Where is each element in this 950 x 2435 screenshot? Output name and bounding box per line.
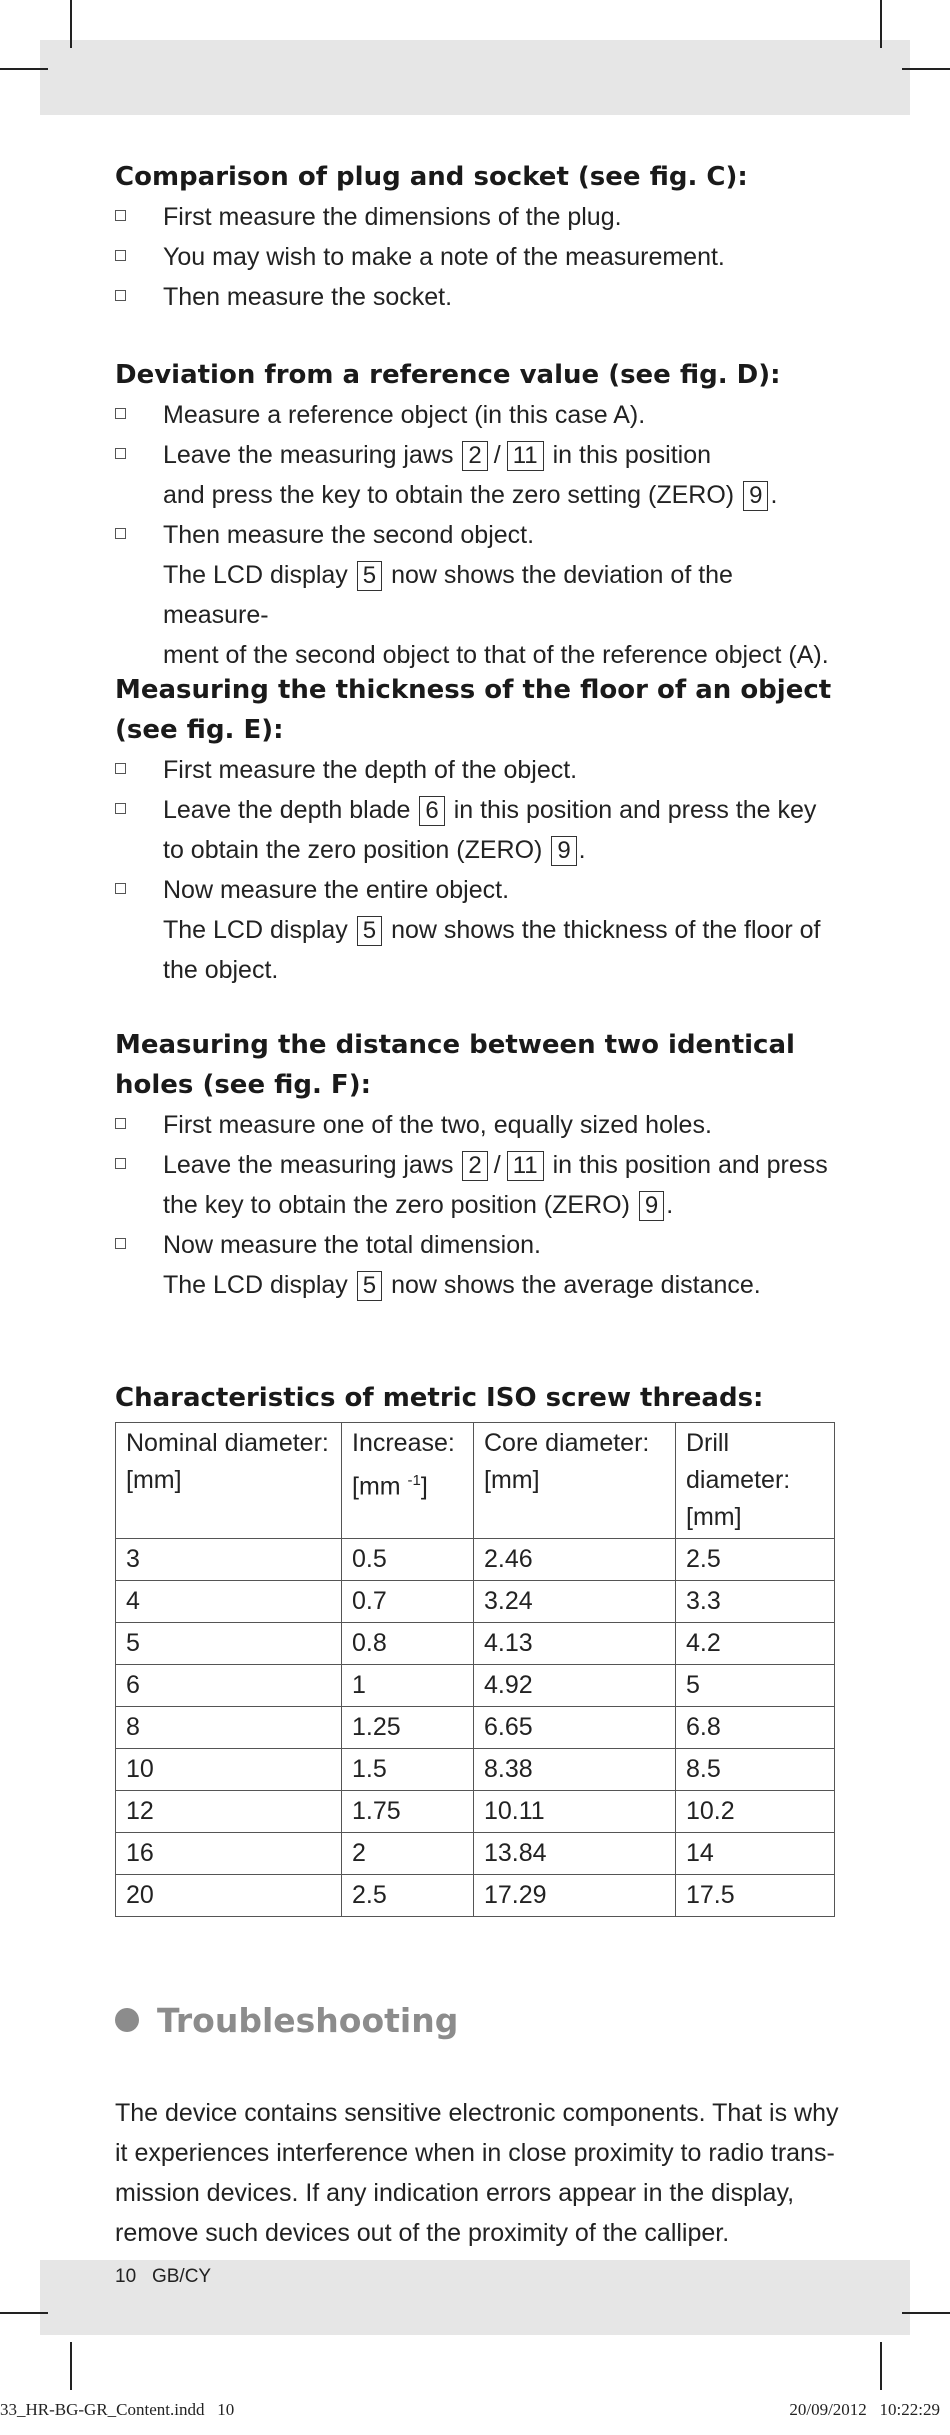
paragraph-line: it experiences interference when in close proximity to radio trans- <box>115 2139 835 2167</box>
checkbox-bullet-icon <box>115 210 126 221</box>
table-cell: 8.5 <box>676 1749 835 1791</box>
checkbox-bullet-icon <box>115 408 126 419</box>
item-text: . <box>578 836 586 864</box>
table-cell: 1.75 <box>342 1791 474 1833</box>
table-cell: 10 <box>116 1749 342 1791</box>
list-item <box>115 515 835 675</box>
list-item <box>115 1225 835 1305</box>
item-line <box>163 830 835 870</box>
list-item <box>115 750 835 790</box>
item-text: . <box>770 481 778 509</box>
heading-line: (see fig. E): <box>115 715 284 745</box>
table-row <box>116 1833 835 1875</box>
header-text: diameter: <box>686 1466 791 1494</box>
part-ref-9: 9 <box>551 836 576 866</box>
paragraph-line: mission devices. If any indication errors appear in the display, <box>115 2179 795 2207</box>
item-text: and press the key to obtain the zero setting (ZERO) <box>163 481 735 509</box>
item-text: Measure a reference object (in this case A). <box>163 401 646 429</box>
ref-separator: / <box>493 1151 501 1179</box>
table-cell: 2.46 <box>474 1539 676 1581</box>
list-item <box>115 197 835 237</box>
item-text: The LCD display <box>163 561 348 589</box>
crop-mark <box>902 2312 950 2314</box>
table-cell: 3.3 <box>676 1581 835 1623</box>
list-item <box>115 1145 835 1225</box>
table-cell: 13.84 <box>474 1833 676 1875</box>
table-cell: 5 <box>116 1623 342 1665</box>
table-cell: 4.92 <box>474 1665 676 1707</box>
checkbox-bullet-icon <box>115 883 126 894</box>
table-cell: 0.7 <box>342 1581 474 1623</box>
table-cell: 6.8 <box>676 1707 835 1749</box>
troubleshooting-heading <box>115 1995 458 2045</box>
table-row <box>116 1665 835 1707</box>
table-cell: 17.5 <box>676 1875 835 1917</box>
part-ref-2: 2 <box>462 441 487 471</box>
part-ref-11: 11 <box>507 441 544 471</box>
table-row <box>116 1581 835 1623</box>
item-text: Then measure the socket. <box>163 283 453 311</box>
instruction-list <box>115 750 835 990</box>
item-text: in this position <box>552 441 712 469</box>
table-cell: 17.29 <box>474 1875 676 1917</box>
item-text: now shows the average distance. <box>391 1271 761 1299</box>
table-cell: 1 <box>342 1665 474 1707</box>
header-text <box>352 1462 465 1505</box>
table-row <box>116 1707 835 1749</box>
table-cell: 6.65 <box>474 1707 676 1749</box>
header-superscript: -1 <box>407 1472 421 1489</box>
table-cell: 1.5 <box>342 1749 474 1791</box>
instruction-list <box>115 197 835 317</box>
table-cell: 2 <box>342 1833 474 1875</box>
checkbox-bullet-icon <box>115 290 126 301</box>
instruction-list <box>115 395 835 675</box>
part-ref-9: 9 <box>639 1191 664 1221</box>
table-cell: 8 <box>116 1707 342 1749</box>
item-text: First measure the depth of the object. <box>163 756 578 784</box>
item-text: in this position and press the key <box>453 796 817 824</box>
list-item <box>115 435 835 515</box>
table-cell: 10.2 <box>676 1791 835 1833</box>
table-row <box>116 1539 835 1581</box>
header-text: [mm] <box>126 1466 182 1494</box>
table-cell: 2.5 <box>342 1875 474 1917</box>
heading-line: Measuring the thickness of the floor of an object <box>115 675 832 705</box>
table-cell: 4.2 <box>676 1623 835 1665</box>
table-cell: 2.5 <box>676 1539 835 1581</box>
checkbox-bullet-icon <box>115 1118 126 1129</box>
item-text: The LCD display <box>163 916 348 944</box>
paragraph-line: The device contains sensitive electronic components. That is why <box>115 2099 839 2127</box>
item-text: The LCD display <box>163 1271 348 1299</box>
table-cell: 8.38 <box>474 1749 676 1791</box>
list-item <box>115 790 835 870</box>
part-ref-11: 11 <box>507 1151 544 1181</box>
checkbox-bullet-icon <box>115 1158 126 1169</box>
table-cell: 1.25 <box>342 1707 474 1749</box>
table-cell: 16 <box>116 1833 342 1875</box>
table-cell: 14 <box>676 1833 835 1875</box>
col-header-drill-diameter <box>676 1423 835 1539</box>
item-text: First measure the dimensions of the plug. <box>163 203 622 231</box>
checkbox-bullet-icon <box>115 763 126 774</box>
list-item <box>115 395 835 435</box>
item-text: Leave the measuring jaws <box>163 1151 454 1179</box>
bullet-dot-icon <box>115 2008 139 2032</box>
crop-mark <box>880 2342 882 2390</box>
table-row <box>116 1875 835 1917</box>
table-cell: 3 <box>116 1539 342 1581</box>
section-deviation-reference <box>115 355 835 675</box>
header-text: [mm] <box>686 1503 742 1531</box>
item-line <box>163 475 835 515</box>
item-line: ment of the second object to that of the reference object (A). <box>163 641 829 669</box>
checkbox-bullet-icon <box>115 250 126 261</box>
item-text: Leave the depth blade <box>163 796 411 824</box>
print-slug-filename: 33_HR-BG-GR_Content.indd 10 <box>0 2400 235 2419</box>
col-header-core-diameter <box>474 1423 676 1539</box>
table-cell: 20 <box>116 1875 342 1917</box>
list-item <box>115 1105 835 1145</box>
item-line <box>163 910 835 950</box>
checkbox-bullet-icon <box>115 448 126 459</box>
checkbox-bullet-icon <box>115 803 126 814</box>
crop-mark <box>70 0 72 48</box>
table-cell: 4 <box>116 1581 342 1623</box>
header-text: Drill <box>686 1429 730 1457</box>
header-text: [mm <box>352 1472 408 1501</box>
list-item <box>115 870 835 990</box>
part-ref-6: 6 <box>419 796 444 826</box>
item-line <box>163 1145 835 1185</box>
section-hole-distance <box>115 1025 835 1305</box>
item-line: Now measure the entire object. <box>163 876 510 904</box>
part-ref-2: 2 <box>462 1151 487 1181</box>
section-heading <box>115 670 835 750</box>
crop-mark <box>0 2312 48 2314</box>
table-cell: 3.24 <box>474 1581 676 1623</box>
table-cell: 0.8 <box>342 1623 474 1665</box>
item-text: . <box>666 1191 674 1219</box>
section-heading: Comparison of plug and socket (see fig. C): <box>115 162 748 192</box>
section-heading <box>115 1025 835 1105</box>
instruction-list <box>115 1105 835 1305</box>
item-line <box>163 1265 835 1305</box>
screw-thread-table <box>115 1422 835 1917</box>
troubleshooting-paragraph <box>115 2093 840 2253</box>
crop-mark <box>70 2342 72 2390</box>
section-plug-socket <box>115 157 835 317</box>
item-line <box>163 435 835 475</box>
heading-line: holes (see fig. F): <box>115 1070 371 1100</box>
crop-mark <box>0 68 48 70</box>
ref-separator: / <box>493 441 501 469</box>
item-text: Leave the measuring jaws <box>163 441 454 469</box>
item-line <box>163 790 835 830</box>
table-row <box>116 1623 835 1665</box>
table-header-row <box>116 1423 835 1539</box>
section-screw-threads <box>115 1378 835 1917</box>
item-text: now shows the deviation of the measure- <box>163 561 733 629</box>
page-number: 10 GB/CY <box>115 2266 212 2287</box>
item-text: First measure one of the two, equally sized holes. <box>163 1111 712 1139</box>
table-cell: 4.13 <box>474 1623 676 1665</box>
header-text: Nominal diameter: <box>126 1429 329 1457</box>
table-cell: 10.11 <box>474 1791 676 1833</box>
header-band <box>40 40 910 115</box>
col-header-increase <box>342 1423 474 1539</box>
list-item <box>115 237 835 277</box>
header-text: Core diameter: <box>484 1429 650 1457</box>
part-ref-5: 5 <box>357 561 382 591</box>
troubleshooting-title: Troubleshooting <box>157 2000 459 2040</box>
checkbox-bullet-icon <box>115 1238 126 1249</box>
section-heading: Deviation from a reference value (see fig. D): <box>115 360 781 390</box>
table-cell: 5 <box>676 1665 835 1707</box>
part-ref-5: 5 <box>357 1271 382 1301</box>
heading-line: Measuring the distance between two identical <box>115 1030 795 1060</box>
print-slug-timestamp: 20/09/2012 10:22:29 <box>789 2400 940 2419</box>
item-line <box>163 555 835 635</box>
table-row <box>116 1791 835 1833</box>
header-text: Increase: <box>352 1429 455 1457</box>
part-ref-5: 5 <box>357 916 382 946</box>
section-floor-thickness <box>115 670 835 990</box>
item-line: Now measure the total dimension. <box>163 1231 541 1259</box>
item-text: to obtain the zero position (ZERO) <box>163 836 543 864</box>
table-cell: 0.5 <box>342 1539 474 1581</box>
crop-mark <box>902 68 950 70</box>
table-cell: 12 <box>116 1791 342 1833</box>
part-ref-9: 9 <box>743 481 768 511</box>
table-cell: 6 <box>116 1665 342 1707</box>
header-text: ] <box>420 1472 428 1501</box>
item-text: now shows the thickness of the floor of <box>391 916 821 944</box>
item-line: Then measure the second object. <box>163 521 535 549</box>
item-text: in this position and press <box>552 1151 828 1179</box>
table-row <box>116 1749 835 1791</box>
col-header-nominal-diameter <box>116 1423 342 1539</box>
header-text: [mm] <box>484 1466 540 1494</box>
item-text: the key to obtain the zero position (ZERO) <box>163 1191 630 1219</box>
paragraph-line: remove such devices out of the proximity of the calliper. <box>115 2219 730 2247</box>
item-text: You may wish to make a note of the measurement. <box>163 243 725 271</box>
item-line: the object. <box>163 956 279 984</box>
table-heading: Characteristics of metric ISO screw threads: <box>115 1383 764 1413</box>
list-item <box>115 277 835 317</box>
crop-mark <box>880 0 882 48</box>
item-line <box>163 1185 835 1225</box>
checkbox-bullet-icon <box>115 528 126 539</box>
